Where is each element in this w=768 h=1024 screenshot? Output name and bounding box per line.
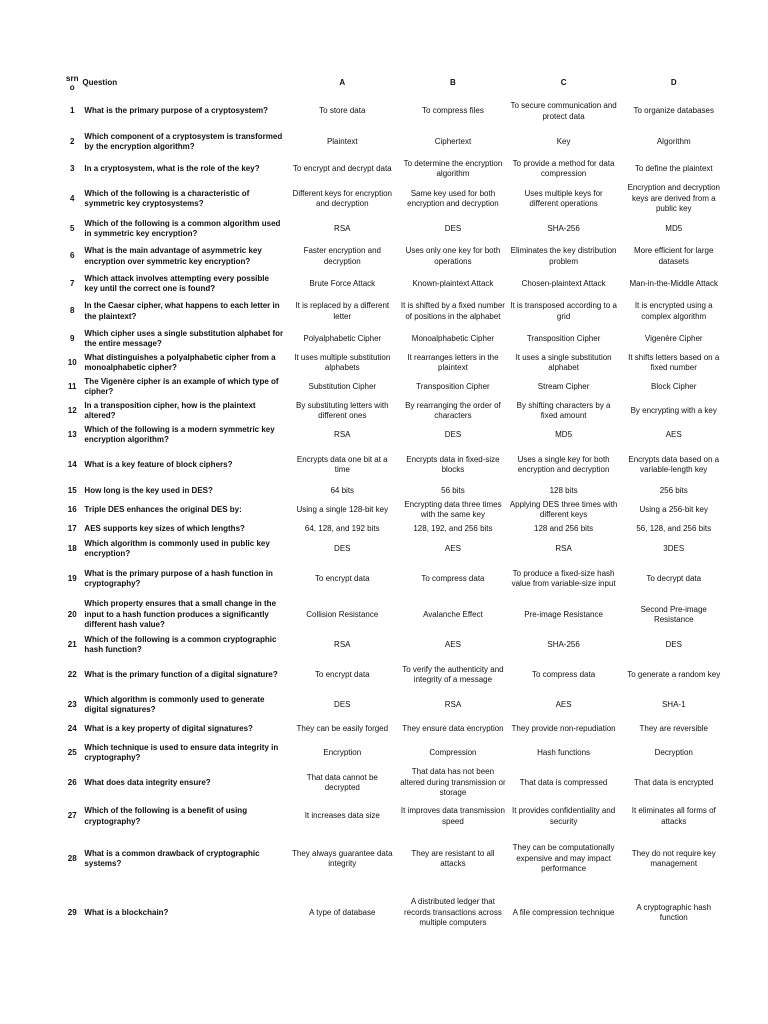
option-d: Encrypts data based on a variable-length key [628,454,720,474]
option-d: Algorithm [656,136,691,146]
option-c: A file compression technique [512,907,615,917]
question-text: Which cipher uses a single substitution alphabet for the entire message? [84,328,284,348]
question-text: What distinguishes a polyalphabetic cipher from a monoalphabetic cipher? [84,352,276,372]
option-b: It improves data transmission speed [400,806,505,826]
table-row [64,537,728,561]
question-text: AES supports key sizes of which lengths? [84,523,245,533]
option-d: A cryptographic hash function [636,902,712,922]
table-row [64,801,728,832]
option-c: Chosen-plaintext Attack [521,278,606,288]
question-text: In a transposition cipher, how is the plaintext altered? [84,400,256,420]
option-c: RSA [555,543,572,553]
row-number: 23 [67,699,77,709]
option-a: To store data [319,106,366,116]
question-text: What is a key property of digital signatures? [84,723,253,733]
row-number: 27 [67,811,77,821]
option-c: They can be computationally expensive and may impact performance [512,843,615,874]
option-b: Transposition Cipher [416,381,490,391]
option-d: Vigenère Cipher [644,333,703,343]
option-d: AES [665,429,682,439]
option-a: A type of database [309,907,376,917]
question-text: What does data integrity ensure? [84,777,211,787]
option-b: Ciphertext [434,136,472,146]
option-b: Avalanche Effect [423,609,483,619]
option-b: To compress data [421,573,485,583]
header-question: Question [82,77,118,87]
table-row [64,96,728,127]
option-c: Uses a single key for both encryption and decryption [517,454,610,474]
table-row [64,241,728,272]
option-a: Encryption [323,747,362,757]
option-c: Stream Cipher [537,381,590,391]
question-text: The Vigenère cipher is an example of which type of cipher? [84,376,279,396]
option-d: To organize databases [633,106,714,116]
option-b: DES [444,223,462,233]
row-number: 11 [67,381,77,391]
option-d: Decryption [654,747,693,757]
option-c: It provides confidentiality and security [512,806,616,826]
option-a: To encrypt data [314,573,370,583]
table-row [64,765,728,801]
option-d: More efficient for large datasets [634,246,714,266]
option-c: To secure communication and protect data [510,101,617,121]
table-row [64,483,728,499]
question-text: What is a common drawback of cryptographic systems? [84,848,260,868]
option-a: 64, 128, and 192 bits [304,523,380,533]
question-text: What is a blockchain? [84,907,169,917]
option-a: They always guarantee data integrity [292,848,393,868]
row-number: 9 [69,333,75,343]
option-c: Hash functions [537,747,591,757]
option-c: By shifting characters by a fixed amount [516,400,611,420]
option-b: Same key used for both encryption and decryption [407,188,499,208]
option-b: 128, 192, and 256 bits [413,523,493,533]
row-number: 10 [67,357,77,367]
table-row [64,327,728,351]
option-b: Compression [429,747,477,757]
row-number: 21 [67,639,77,649]
table-row [64,423,728,447]
row-number: 2 [69,136,75,146]
row-number: 25 [67,747,77,757]
option-a: Faster encryption and decryption [303,246,381,266]
option-d: Encryption and decryption keys are derived from a public key [627,183,720,214]
option-d: By encrypting with a key [630,405,717,415]
option-d: Second Pre-image Resistance [640,604,707,624]
row-number: 3 [69,163,75,173]
question-text: Which of the following is a characteristic of symmetric key cryptosystems? [84,188,250,208]
option-c: To provide a method for data compression [512,158,615,178]
option-c: SHA-256 [547,639,580,649]
option-b: It rearranges letters in the plaintext [407,352,499,372]
option-b: AES [444,543,461,553]
header-option-d: D [670,77,677,87]
option-c: Key [556,136,571,146]
option-a: RSA [334,429,351,439]
question-text: Which component of a cryptosystem is transformed by the encryption algorithm? [84,131,283,151]
option-a: It is replaced by a different letter [295,301,390,321]
option-b: Uses only one key for both operations [405,246,501,266]
option-a: RSA [334,223,351,233]
option-b: Known-plaintext Attack [412,278,494,288]
question-text: What is the primary purpose of a cryptosystem? [84,106,269,116]
table-row [64,296,728,327]
option-a: They can be easily forged [296,723,389,733]
option-a: DES [334,543,351,553]
option-d: It shifts letters based on a fixed number [628,352,720,372]
option-b: To verify the authenticity and integrity of a message [402,664,504,684]
option-b: DES [444,429,462,439]
option-d: Using a 256-bit key [639,504,708,514]
option-a: That data cannot be decrypted [306,772,378,792]
row-number: 1 [69,106,75,116]
question-text: Which of the following is a common cryptographic hash function? [84,634,277,654]
option-d: MD5 [665,223,683,233]
table-row [64,181,728,217]
option-b: To determine the encryption algorithm [403,158,503,178]
table-row [64,521,728,537]
option-d: 256 bits [659,485,688,495]
question-text: Which of the following is a modern symmetric key encryption algorithm? [84,424,275,444]
option-a: Using a single 128-bit key [296,504,389,514]
question-text: Which attack involves attempting every possible key until the correct one is found? [84,273,269,293]
row-number: 16 [67,504,77,514]
option-d: To decrypt data [646,573,702,583]
option-c: It uses a single substitution alphabet [515,352,612,372]
option-b: By rearranging the order of characters [405,400,501,420]
row-number: 19 [67,573,77,583]
row-number: 29 [67,907,77,917]
row-number: 8 [69,306,75,316]
question-text: Which property ensures that a small change in the input to a hash function produces a significantly different hash value? [84,599,277,630]
table-row [64,272,728,296]
option-d: To generate a random key [627,669,721,679]
option-b: To compress files [422,106,484,116]
row-number: 14 [67,459,77,469]
row-number: 20 [67,609,77,619]
table-row [64,399,728,423]
table-row [64,157,728,181]
option-b: RSA [444,699,462,709]
option-c: Applying DES three times with different keys [509,499,618,519]
option-a: Different keys for encryption and decryption [292,188,392,208]
option-d: They are reversible [639,723,708,733]
option-c: To compress data [532,669,596,679]
table-row [64,741,728,765]
header-option-a: A [339,77,346,87]
option-c: Eliminates the key distribution problem [510,246,617,266]
table-row [64,633,728,657]
question-text: Which technique is used to ensure data integrity in cryptography? [84,742,279,762]
option-d: 56, 128, and 256 bits [636,523,712,533]
option-d: Man-in-the-Middle Attack [629,278,718,288]
row-number: 5 [69,223,75,233]
option-c: 128 and 256 bits [534,523,594,533]
option-b: A distributed ledger that records transactions across multiple computers [404,897,502,928]
option-d: 3DES [663,543,685,553]
option-c: To produce a fixed-size hash value from variable-size input [511,568,616,588]
mcq-table [64,70,728,940]
option-c: Uses multiple keys for different operations [524,188,603,208]
question-text: In a cryptosystem, what is the role of the key? [84,163,260,173]
header-srno: srn o [66,74,79,92]
option-b: Encrypts data in fixed-size blocks [406,454,500,474]
table-row [64,832,728,886]
option-d: They do not require key management [631,848,716,868]
table-row [64,717,728,741]
row-number: 24 [67,723,77,733]
option-a: Encrypts data one bit at a time [296,454,388,474]
table-row [64,447,728,483]
table-row [64,351,728,375]
option-a: To encrypt data [314,669,370,679]
option-d: It eliminates all forms of attacks [631,806,716,826]
header-option-b: B [450,77,456,87]
table-row [64,561,728,597]
option-d: SHA-1 [661,699,686,709]
row-number: 22 [67,669,77,679]
option-c: It is transposed according to a grid [510,301,617,321]
option-b: It is shifted by a fixed number of positions in the alphabet [400,301,505,321]
row-number: 28 [67,853,77,863]
question-text: What is the main advantage of asymmetric key encryption over symmetric key encryption? [84,246,262,266]
row-number: 4 [69,193,75,203]
option-a: Plaintext [326,136,358,146]
option-c: AES [555,699,572,709]
table-row [64,693,728,717]
table-row [64,886,728,940]
option-a: Substitution Cipher [308,381,377,391]
option-d: Block Cipher [651,381,697,391]
option-b: That data has not been altered during transmission or storage [400,767,506,798]
table-row [64,499,728,521]
table-row [64,657,728,693]
question-text: How long is the key used in DES? [84,485,213,495]
question-text: In the Caesar cipher, what happens to each letter in the plaintext? [84,301,280,321]
row-number: 7 [69,278,75,288]
option-c: MD5 [555,429,573,439]
question-text: Which algorithm is commonly used in public key encryption? [84,538,270,558]
option-c: That data is compressed [519,777,608,787]
option-c: Transposition Cipher [526,333,601,343]
option-a: Brute Force Attack [309,278,376,288]
option-d: That data is encrypted [634,777,714,787]
option-b: Monoalphabetic Cipher [411,333,495,343]
option-b: They are resistant to all attacks [411,848,495,868]
row-number: 18 [67,543,77,553]
option-a: Collision Resistance [306,609,379,619]
table-row [64,597,728,633]
option-a: Polyalphabetic Cipher [303,333,382,343]
option-b: 56 bits [441,485,465,495]
option-a: RSA [334,639,351,649]
question-text: What is the primary function of a digital signature? [84,669,278,679]
option-d: It is encrypted using a complex algorithm [634,301,713,321]
row-number: 6 [69,251,75,261]
question-text: What is the primary purpose of a hash function in cryptography? [84,568,273,588]
option-b: Encrypting data three times with the same key [404,499,502,519]
table-row [64,375,728,399]
row-number: 13 [67,429,77,439]
question-text: Which of the following is a common algorithm used in symmetric key encryption? [84,218,281,238]
option-d: To define the plaintext [634,163,713,173]
table-row [64,127,728,157]
option-a: It uses multiple substitution alphabets [294,352,391,372]
option-c: 128 bits [549,485,578,495]
question-text: Which of the following is a benefit of using cryptography? [84,806,248,826]
row-number: 12 [67,405,77,415]
option-c: They provide non-repudiation [511,723,616,733]
option-a: 64 bits [330,485,355,495]
option-b: They ensure data encryption [402,723,504,733]
header-row [64,70,728,96]
option-a: To encrypt and decrypt data [292,163,392,173]
question-text: Triple DES enhances the original DES by: [84,504,242,514]
option-a: It increases data size [304,811,380,821]
row-number: 17 [67,523,77,533]
option-c: Pre-image Resistance [524,609,603,619]
option-d: DES [665,639,682,649]
option-a: DES [334,699,351,709]
row-number: 15 [67,485,77,495]
header-option-c: C [560,77,567,87]
option-c: SHA-256 [547,223,580,233]
table-row [64,217,728,241]
option-b: AES [444,639,461,649]
question-text: What is a key feature of block ciphers? [84,459,233,469]
question-text: Which algorithm is commonly used to generate digital signatures? [84,694,265,714]
row-number: 26 [67,777,77,787]
option-a: By substituting letters with different ones [296,400,389,420]
